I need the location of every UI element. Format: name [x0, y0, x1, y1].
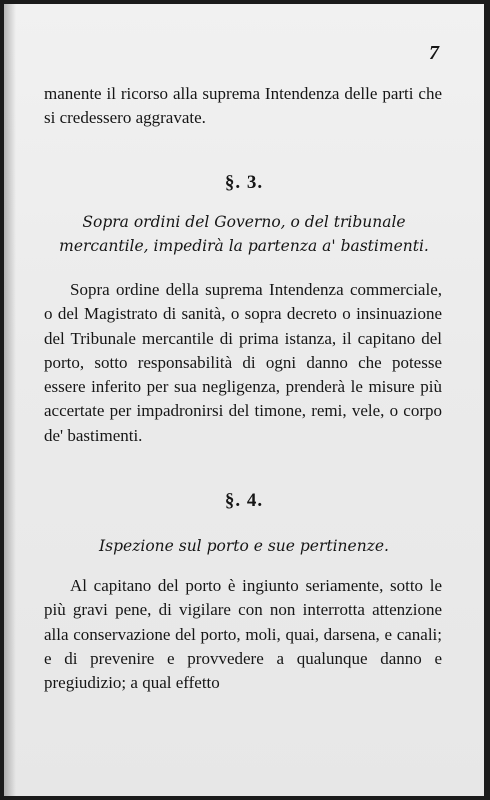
section-4-heading: §. 4. — [224, 490, 264, 511]
page-number: 7 — [429, 42, 439, 64]
section-4-rubric: Ispezione sul porto e sue pertinenze. — [99, 537, 389, 555]
binding-shadow — [4, 4, 16, 796]
section-3-heading: §. 3. — [224, 172, 264, 193]
paragraph-continuation: manente il ricorso alla suprema Intendenza delle parti che si credessero aggravate. — [44, 84, 442, 128]
section-3-text: Sopra ordine della suprema Intendenza commerciale, o del Magistrato di sanità, o sopra decreto o insinuazione del Tribunale mercantile di prima istanza, il capitano del porto, sotto responsabilità di ogni danno che potesse essere inferito per sua negligenza, prenderà le misure più accertate per impadronirsi del timone, remi, vele, o corpo de' bastimenti. — [44, 280, 442, 445]
section-4-text: Al capitano del porto è ingiunto seriamente, sotto le più gravi pene, di vigilare con non interrotta attenzione alla conservazione del porto, moli, quai, darsena, e canali; e di prevenire e provvedere a qualunque danno e pregiudizio; a qual effetto — [44, 576, 442, 693]
section-3-rubric: Sopra ordini del Governo, o del tribunale mercantile, impedirà la partenza a' bastimenti. — [59, 213, 429, 255]
book-page — [4, 4, 484, 796]
